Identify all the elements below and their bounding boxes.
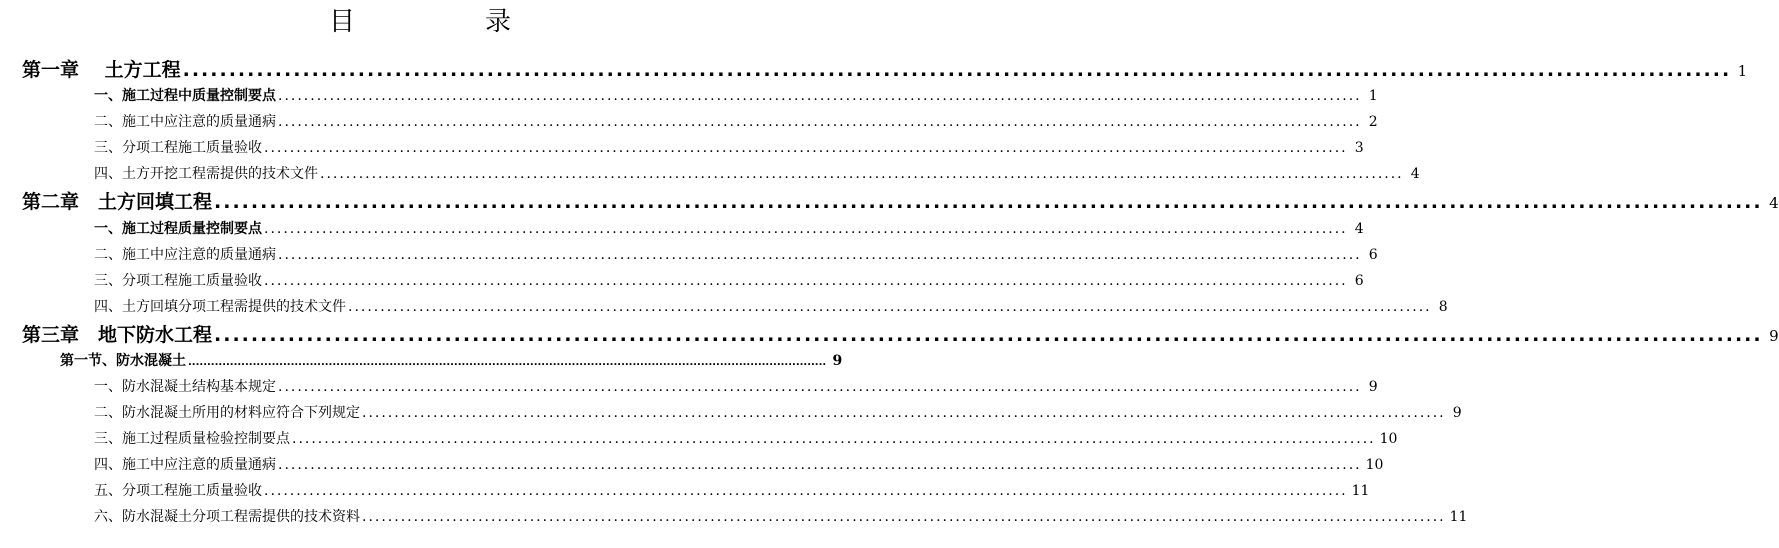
toc-item[interactable]: [94, 480, 1370, 500]
toc-item[interactable]: [94, 506, 1468, 526]
toc-chapter-2[interactable]: [22, 187, 1779, 214]
toc-entry-label: 二、施工中应注意的质量通病: [94, 114, 276, 130]
toc-chapter-1[interactable]: [22, 55, 1748, 82]
dot-leader: ........................................................................................................................................................................: [264, 483, 1348, 499]
toc-page-number: 3: [1354, 140, 1364, 156]
toc-item[interactable]: [94, 244, 1378, 264]
toc-page-number: 10: [1379, 431, 1398, 447]
toc-entry-label: 三、分项工程施工质量验收: [94, 273, 262, 289]
toc-item[interactable]: [94, 402, 1462, 422]
toc-item[interactable]: [94, 163, 1420, 183]
toc-entry-label: 四、土方回填分项工程需提供的技术文件: [94, 299, 346, 315]
dot-leader: ........................................................................................................................................................................: [214, 324, 1763, 346]
toc-entry-label: 二、防水混凝土所用的材料应符合下列规定: [94, 405, 360, 421]
toc-entry-label: 第一章 土方工程: [22, 59, 181, 81]
dot-leader: ........................................................................................................................................................................: [264, 221, 1348, 237]
toc-entry-label: 三、施工过程质量检验控制要点: [94, 431, 290, 447]
toc-item[interactable]: [94, 428, 1398, 448]
dot-leader: ........................................................................................................................................................................: [362, 405, 1446, 421]
dot-leader: ........................................................................................................................................................................: [362, 509, 1446, 525]
toc-entry-label: 四、施工中应注意的质量通病: [94, 457, 276, 473]
toc-page-number: 1: [1368, 88, 1378, 104]
toc-item[interactable]: [94, 454, 1384, 474]
dot-leader: ........................................................................................................................................................................: [214, 191, 1763, 213]
toc-item[interactable]: [94, 137, 1364, 157]
dot-leader: ........................................................................................................................................................................: [320, 166, 1404, 182]
toc-item[interactable]: [94, 296, 1448, 316]
toc-item[interactable]: [94, 376, 1378, 396]
toc-entry-label: 一、施工过程质量控制要点: [94, 221, 262, 237]
dot-leader: ........................................................................................................................................................................: [182, 59, 1732, 81]
toc-page-number: 9: [1769, 327, 1779, 345]
dot-leader: ........................................................................................................................................................................: [264, 140, 1348, 156]
dot-leader: ........................................................................................................................................................................: [278, 457, 1362, 473]
dot-leader: ........................................................................................................................................................................: [188, 357, 827, 368]
dot-leader: ........................................................................................................................................................................: [278, 379, 1362, 395]
toc-chapter-3[interactable]: [22, 320, 1779, 347]
toc-entry-label: 第二章 土方回填工程: [22, 191, 213, 213]
toc-page-number: 6: [1354, 273, 1364, 289]
toc-page-number: 2: [1368, 114, 1378, 130]
toc-item[interactable]: [94, 218, 1364, 238]
toc-page-number: 9: [1368, 379, 1378, 395]
toc-entry-label: 二、施工中应注意的质量通病: [94, 247, 276, 263]
toc-entry-label: 六、防水混凝土分项工程需提供的技术资料: [94, 509, 360, 525]
toc-page-number: 4: [1410, 166, 1420, 182]
toc-entry-label: 一、防水混凝土结构基本规定: [94, 379, 276, 395]
toc-page-number: 1: [1737, 62, 1748, 80]
dot-leader: ........................................................................................................................................................................: [348, 299, 1432, 315]
toc-item[interactable]: [94, 111, 1378, 131]
toc-item[interactable]: [94, 85, 1378, 105]
toc-page-number: 9: [1452, 405, 1462, 421]
toc-entry-label: 一、施工过程中质量控制要点: [94, 88, 276, 104]
dot-leader: ........................................................................................................................................................................: [278, 88, 1362, 104]
dot-leader: ........................................................................................................................................................................: [278, 114, 1362, 130]
toc-entry-label: 第一节、防水混凝土: [60, 353, 186, 369]
toc-item[interactable]: [94, 270, 1364, 290]
toc-entry-label: 三、分项工程施工质量验收: [94, 140, 262, 156]
toc-page-number: 8: [1438, 299, 1448, 315]
toc-page-number: 6: [1368, 247, 1378, 263]
toc-section[interactable]: [60, 350, 843, 370]
dot-leader: ........................................................................................................................................................................: [264, 273, 1348, 289]
dot-leader: ........................................................................................................................................................................: [292, 431, 1376, 447]
toc-entry-label: 五、分项工程施工质量验收: [94, 483, 262, 499]
toc-entry-label: 第三章 地下防水工程: [22, 324, 213, 346]
toc-page-number: 4: [1354, 221, 1364, 237]
toc-page-number: 11: [1351, 483, 1370, 499]
toc-page-number: 9: [832, 353, 843, 369]
document-title: 目 录: [328, 7, 563, 37]
dot-leader: ........................................................................................................................................................................: [278, 247, 1362, 263]
toc-page-number: 11: [1449, 509, 1468, 525]
toc-page-number: 10: [1365, 457, 1384, 473]
toc-page-number: 4: [1769, 194, 1779, 212]
toc-entry-label: 四、土方开挖工程需提供的技术文件: [94, 166, 318, 182]
